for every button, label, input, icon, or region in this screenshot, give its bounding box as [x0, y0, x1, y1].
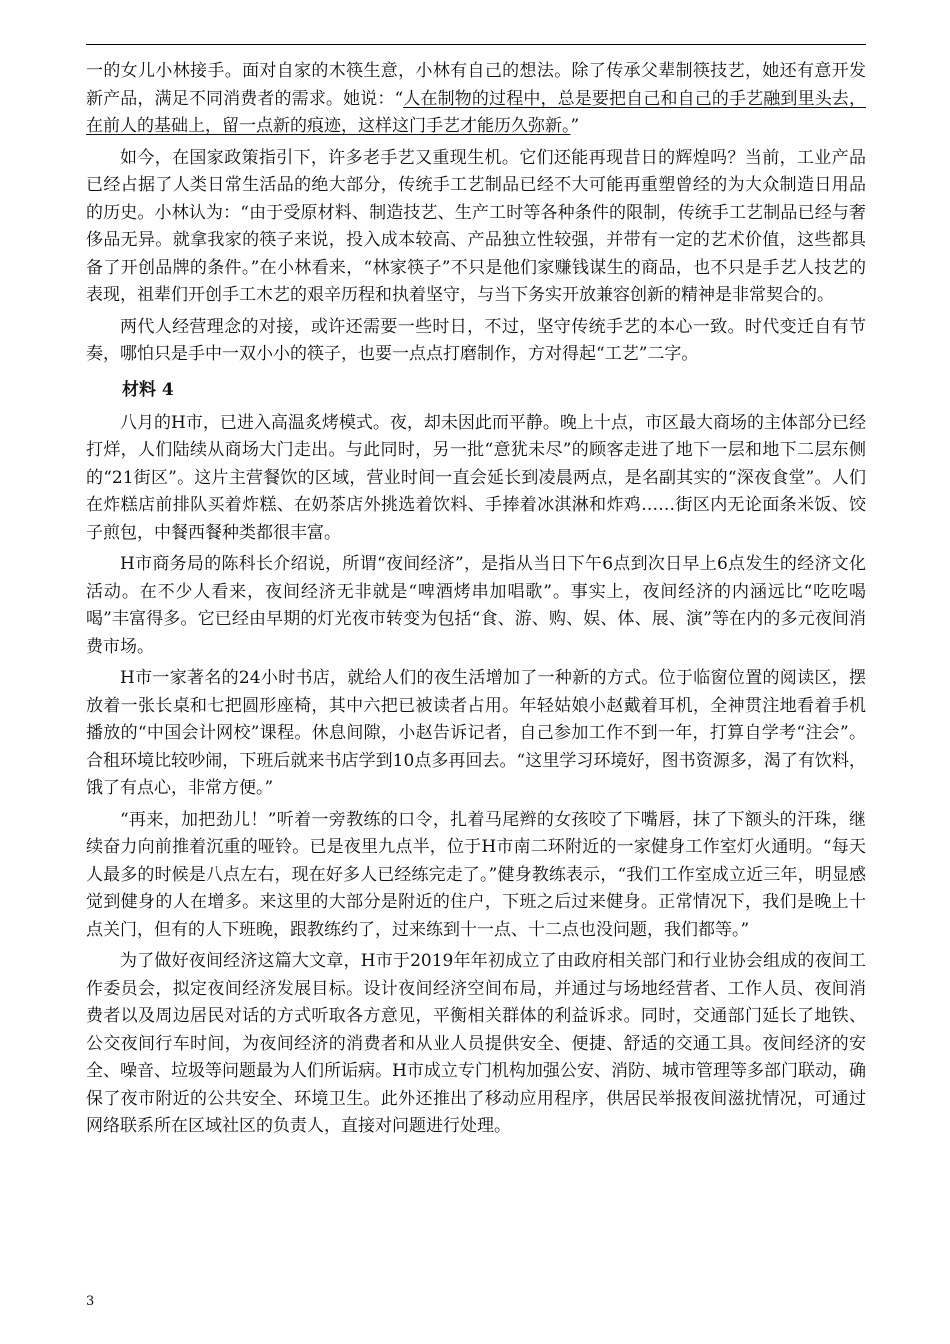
paragraph-5: H市商务局的陈科长介绍说，所谓“夜间经济”，是指从当日下午6点到次日早上6点发生的经济文化活动。在不少人看来，夜间经济无非就是“啤酒烤串加唱歌”。事实上，夜间经济的内涵远比“吃吃喝喝”丰富得多。它已经由早期的灯光夜市转变为包括“食、游、购、娱、体、展、演”等在内的多元夜间消费市场。	[86, 554, 866, 657]
paragraph-1-lead: 一的女儿小林接手。面对自家的木筷生意，小林有自己的想法。除了传承父辈制筷技艺，她还有意开发新产品，满足不同消费者的需求。她说：“	[86, 61, 866, 109]
paragraph-1	[86, 58, 866, 141]
page-body	[86, 58, 866, 1141]
closing-quote-mark: ”	[570, 116, 580, 136]
section-heading: 材料 4	[122, 379, 174, 400]
page-number: 3	[86, 1294, 95, 1309]
header-rule	[86, 44, 866, 45]
paragraph-4: 八月的H市，已进入高温炙烤模式。夜，却未因此而平静。晚上十点，市区最大商场的主体部分已经打烊，人们陆续从商场大门走出。与此同时，另一批“意犹未尽”的顾客走进了地下一层和地下二层东侧的“21街区”。这片主营餐饮的区域，营业时间一直会延长到凌晨两点，是名副其实的“深夜食堂”。人们在炸糕店前排队买着炸糕、在奶茶店外挑选着饮料、手捧着冰淇淋和炸鸡……街区内无论面条米饭、饺子煎包，中餐西餐种类都很丰富。	[86, 412, 866, 543]
paragraph-6: H市一家著名的24小时书店，就给人们的夜生活增加了一种新的方式。位于临窗位置的阅读区，摆放着一张长桌和七把圆形座椅，其中六把已被读者占用。年轻姑娘小赵戴着耳机，全神贯注地看着手机播放的“中国会计网校”课程。休息间隙，小赵告诉记者，自己参加工作不到一年，打算自学考“注会”。合租环境比较吵闹，下班后就来书店学到10点多再回去。“这里学习环境好，图书资源多，渴了有饮料，饿了有点心，非常方便。”	[86, 668, 866, 798]
underlined-quote: 人在制物的过程中，总是要把自己和自己的手艺融到里头去，在前人的基础上，留一点新的痕迹，这样这门手艺才能历久弥新。	[86, 88, 866, 136]
paragraph-2: 如今，在国家政策指引下，许多老手艺又重现生机。它们还能再现昔日的辉煌吗？当前，工业产品已经占据了人类日常生活品的绝大部分，传统手工艺制品已经不大可能再重塑曾经的为大众制造日用品的历史。小林认为：“由于受原材料、制造技艺、生产工时等各种条件的限制，传统手工艺制品已经与奢侈品无异。就拿我家的筷子来说，投入成本较高、产品独立性较强，并带有一定的艺术价值，这些都具备了开创品牌的条件。”在小林看来，“林家筷子”不只是他们家赚钱谋生的商品，也不只是手艺人技艺的表现，祖辈们开创手工木艺的艰辛历程和执着坚守，与当下务实开放兼容创新的精神是非常契合的。	[86, 147, 866, 305]
paragraph-8: 为了做好夜间经济这篇大文章，H市于2019年年初成立了由政府相关部门和行业协会组成的夜间工作委员会，拟定夜间经济发展目标。设计夜间经济空间布局，并通过与场地经营者、工作人员、夜间消费者以及周边居民对话的方式听取各方意见，平衡相关群体的利益诉求。同时，交通部门延长了地铁、公交夜间行车时间，为夜间经济的消费者和从业人员提供安全、便捷、舒适的交通工具。夜间经济的安全、噪音、垃圾等问题最为人们所诟病。H市成立专门机构加强公安、消防、城市管理等多部门联动，确保了夜市附近的公共安全、环境卫生。此外还推出了移动应用程序，供居民举报夜间滋扰情况，可通过网络联系所在区域社区的负责人，直接对问题进行处理。	[86, 951, 866, 1136]
paragraph-3: 两代人经营理念的对接，或许还需要一些时日，不过，坚守传统手艺的本心一致。时代变迁自有节奏，哪怕只是手中一双小小的筷子，也要一点点打磨制作，方对得起“工艺”二字。	[86, 316, 866, 364]
paragraph-7: “再来，加把劲儿！”听着一旁教练的口令，扎着马尾辫的女孩咬了下嘴唇，抹了下额头的汗珠，继续奋力向前推着沉重的哑铃。已是夜里九点半，位于H市南二环附近的一家健身工作室灯火通明。“每天人最多的时候是八点左右，现在好多人已经练完走了。”健身教练表示，“我们工作室成立近三年，明显感觉到健身的人在增多。来这里的大部分是附近的住户，下班之后过来健身。正常情况下，我们是晚上十点关门，但有的人下班晚，跟教练约了，过来练到十一点、十二点也没问题，我们都等。”	[86, 809, 866, 940]
